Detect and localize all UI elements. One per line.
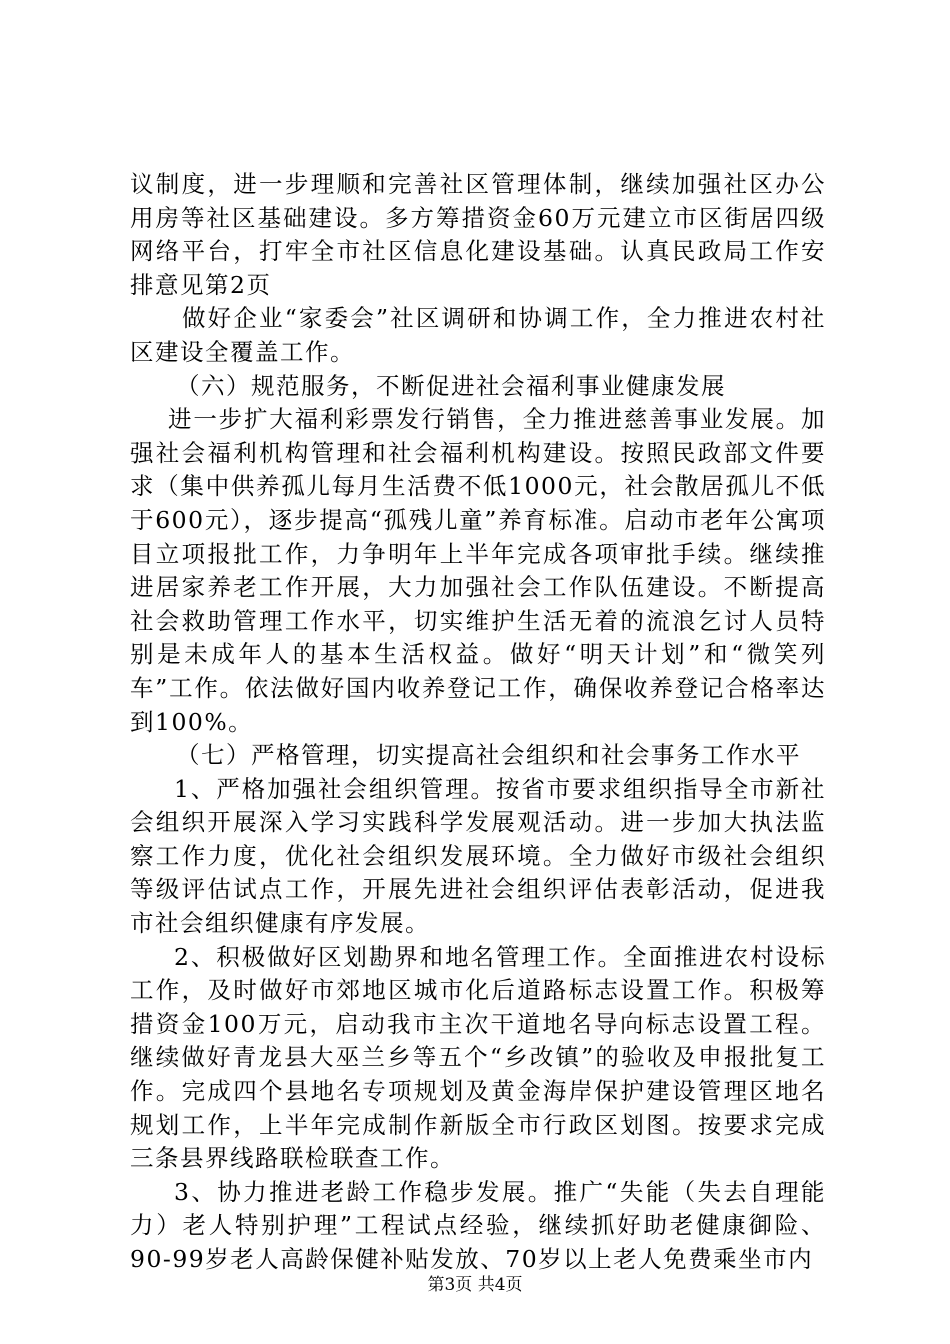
paragraph-social-organization: 1、严格加强社会组织管理。按省市要求组织指导全市新社会组织开展深入学习实践科学发展观活动。进一步加大执法监察工作力度，优化社会组织发展环境。全力做好市级社会组织等级评估试点工作，开展先进社会组织评估表彰活动，促进我市社会组织健康有序发展。 xyxy=(130,774,826,938)
document-body xyxy=(130,168,826,1277)
paragraph-continuation: 议制度，进一步理顺和完善社区管理体制，继续加强社区办公用房等社区基础建设。多方筹措资金60万元建立市区街居四级网络平台，打牢全市社区信息化建设基础。认真民政局工作安排意见第2页 xyxy=(130,170,826,299)
paragraph-welfare: 进一步扩大福利彩票发行销售，全力推进慈善事业发展。加强社会福利机构管理和社会福利机构建设。按照民政部文件要求（集中供养孤儿每月生活费不低1000元，社会散居孤儿不低于600元），逐步提高“孤残儿童”养育标准。启动市老年公寓项目立项报批工作，力争明年上半年完成各项审批手续。继续推进居家养老工作开展，大力加强社会工作队伍建设。不断提高社会救助管理工作水平，切实维护生活无着的流浪乞讨人员特别是未成年人的基本生活权益。做好“明天计划”和“微笑列车”工作。依法做好国内收养登记工作，确保收养登记合格率达到100%。 xyxy=(130,405,826,736)
page-footer: 第3页 共4页 xyxy=(427,1275,523,1295)
section-heading-seven: （七）严格管理，切实提高社会组织和社会事务工作水平 xyxy=(176,741,801,770)
paragraph-place-names: 2、积极做好区划勘界和地名管理工作。全面推进农村设标工作，及时做好市郊地区城市化后道路标志设置工作。积极筹措资金100万元，启动我市主次干道地名导向标志设置工程。继续做好青龙县大巫兰乡等五个“乡改镇”的验收及申报批复工作。完成四个县地名专项规划及黄金海岸保护建设管理区地名规划工作，上半年完成制作新版全市行政区划图。按要求完成三条县界线路联检联查工作。 xyxy=(130,942,826,1173)
section-heading-six: （六）规范服务，不断促进社会福利事业健康发展 xyxy=(176,371,726,400)
paragraph-elderly-work: 3、协力推进老龄工作稳步发展。推广“失能（失去自理能力）老人特别护理”工程试点经验，继续抓好助老健康御险、90-99岁老人高龄保健补贴发放、70岁以上老人免费乘坐市内 xyxy=(130,1177,826,1273)
paragraph-family-committee: 做好企业“家委会”社区调研和协调工作，全力推进农村社区建设全覆盖工作。 xyxy=(130,304,826,366)
